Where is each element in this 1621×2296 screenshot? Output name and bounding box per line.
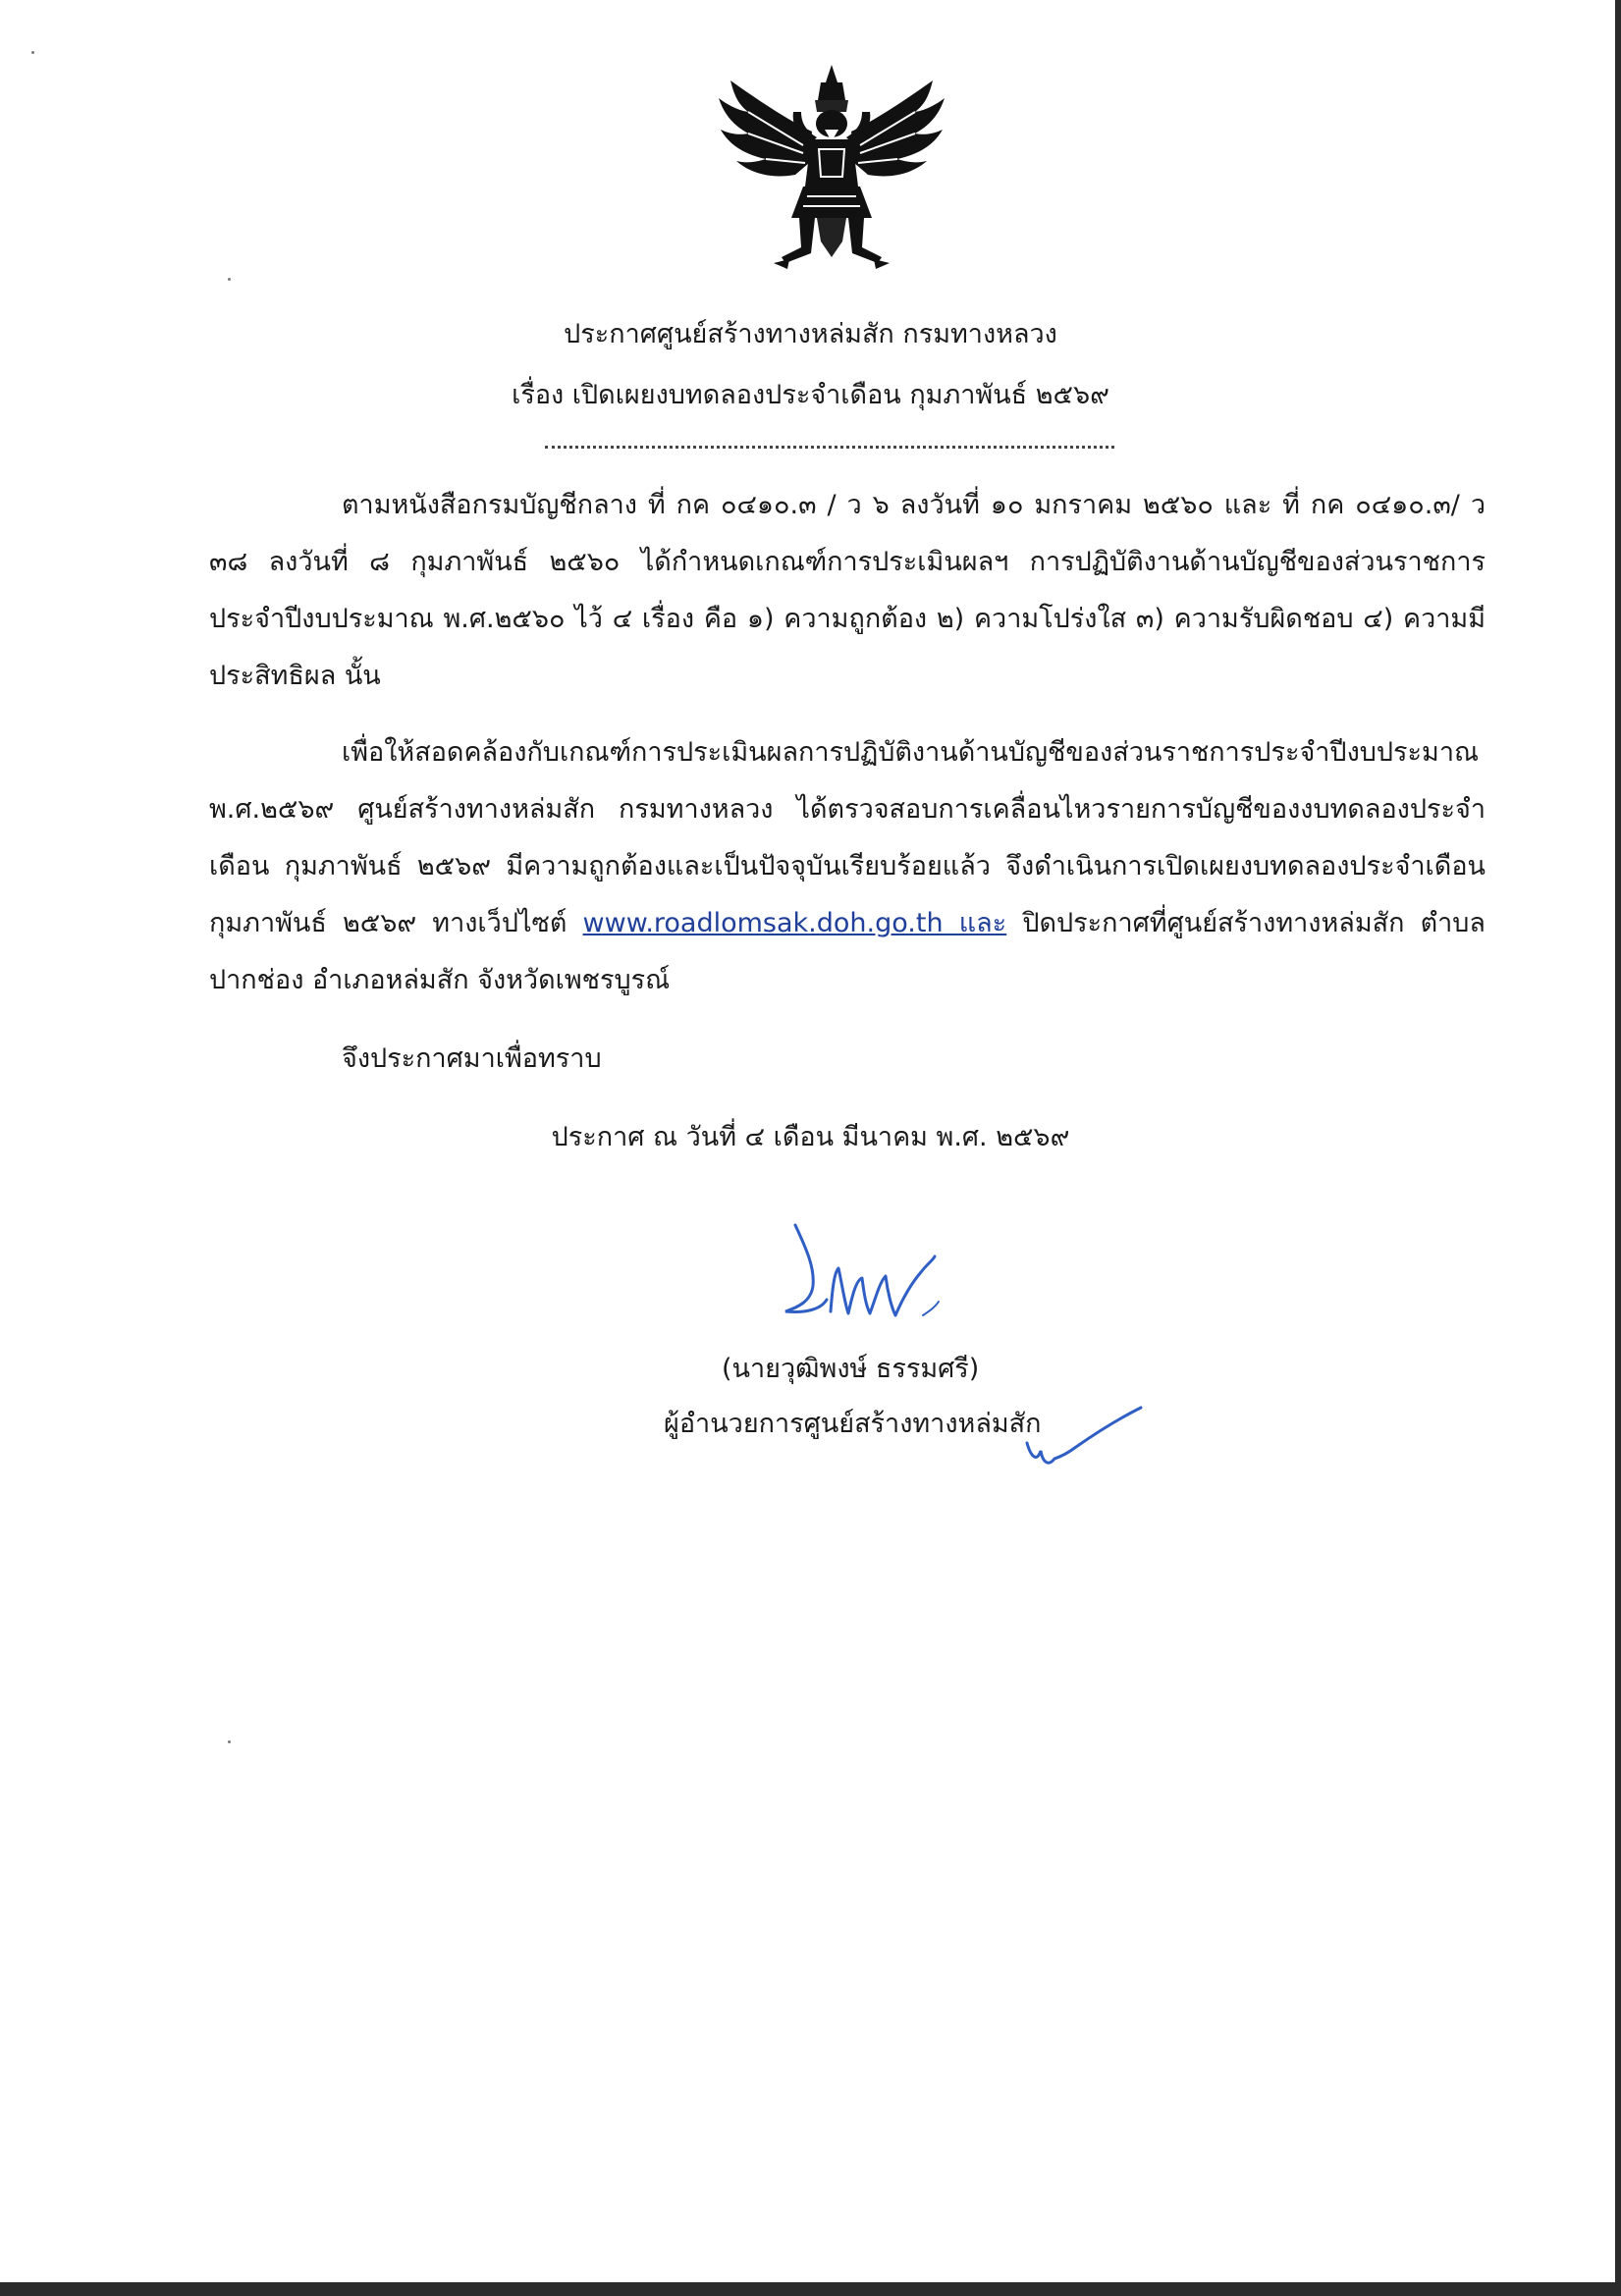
signer-position: ผู้อำนวยการศูนย์สร้างทางหล่มสัก [664,1409,1042,1439]
scan-speck [228,278,231,281]
signature-flourish [1021,1402,1149,1470]
announcement-subject: เรื่อง เปิดเผยงบทดลองประจำเดือน กุมภาพันธ์ ๒๕๖๙ [512,380,1109,410]
announcement-date: ประกาศ ณ วันที่ ๔ เดือน มีนาคม พ.ศ. ๒๕๖๙ [551,1122,1070,1152]
closing-statement: จึงประกาศมาเพื่อทราบ [342,1043,602,1074]
paragraph-2-text-end: ปิดประกาศที่ศูนย์สร้างทางหล่มสัก ตำบลปากช่อง อำเภอหล่มสัก จังหวัดเพชรบูรณ์ [209,908,1486,995]
announcement-title: ประกาศศูนย์สร้างทางหล่มสัก กรมทางหลวง [564,319,1057,349]
scan-speck [228,1740,231,1743]
scan-speck [31,51,34,54]
signer-name: (นายวุฒิพงษ์ ธรรมศรี) [722,1354,980,1384]
website-link[interactable]: www.roadlomsak.doh.go.th และ [582,908,1007,938]
paragraph-2-text: เพื่อให้สอดคล้องกับเกณฑ์การประเมินผลการปฏิบัติงานด้านบัญชีของส่วนราชการประจำปีงบประมาณ พ.ศ.๒๕๖๙ ศูนย์สร้างทางหล่มสัก กรมทางหลวง ได้ตรวจสอบการเคลื่อนไหวรายการบัญชีของงบทดลองประจำเดือน กุมภาพันธ์ ๒๕๖๙ มีความถูกต้องและเป็นปัจจุบันเรียบร้อยแล้ว จึงดำเนินการเปิดเผยงบทดลองประจำเดือน กุมภาพันธ์ ๒๕๖๙ ทางเว็ปไซต์ [209,737,1486,938]
dotted-divider [545,446,1114,449]
body-paragraph-2 [209,724,1486,1009]
body-paragraph-1: ตามหนังสือกรมบัญชีกลาง ที่ กค ๐๔๑๐.๓ / ว ๖ ลงวันที่ ๑๐ มกราคม ๒๕๖๐ และ ที่ กค ๐๔๑๐.๓/ ว ๓๘ ลงวันที่ ๘ กุมภาพันธ์ ๒๕๖๐ ได้กำหนดเกณฑ์การประเมินผลฯ การปฏิบัติงานด้านบัญชีของส่วนราชการประจำปีงบประมาณ พ.ศ.๒๕๖๐ ไว้ ๔ เรื่อง คือ ๑) ความถูกต้อง ๒) ความโปร่งใส ๓) ความรับผิดชอบ ๔) ความมีประสิทธิผล นั้น [209,490,1486,691]
handwritten-signature [776,1217,972,1345]
garuda-emblem-icon [709,61,954,282]
